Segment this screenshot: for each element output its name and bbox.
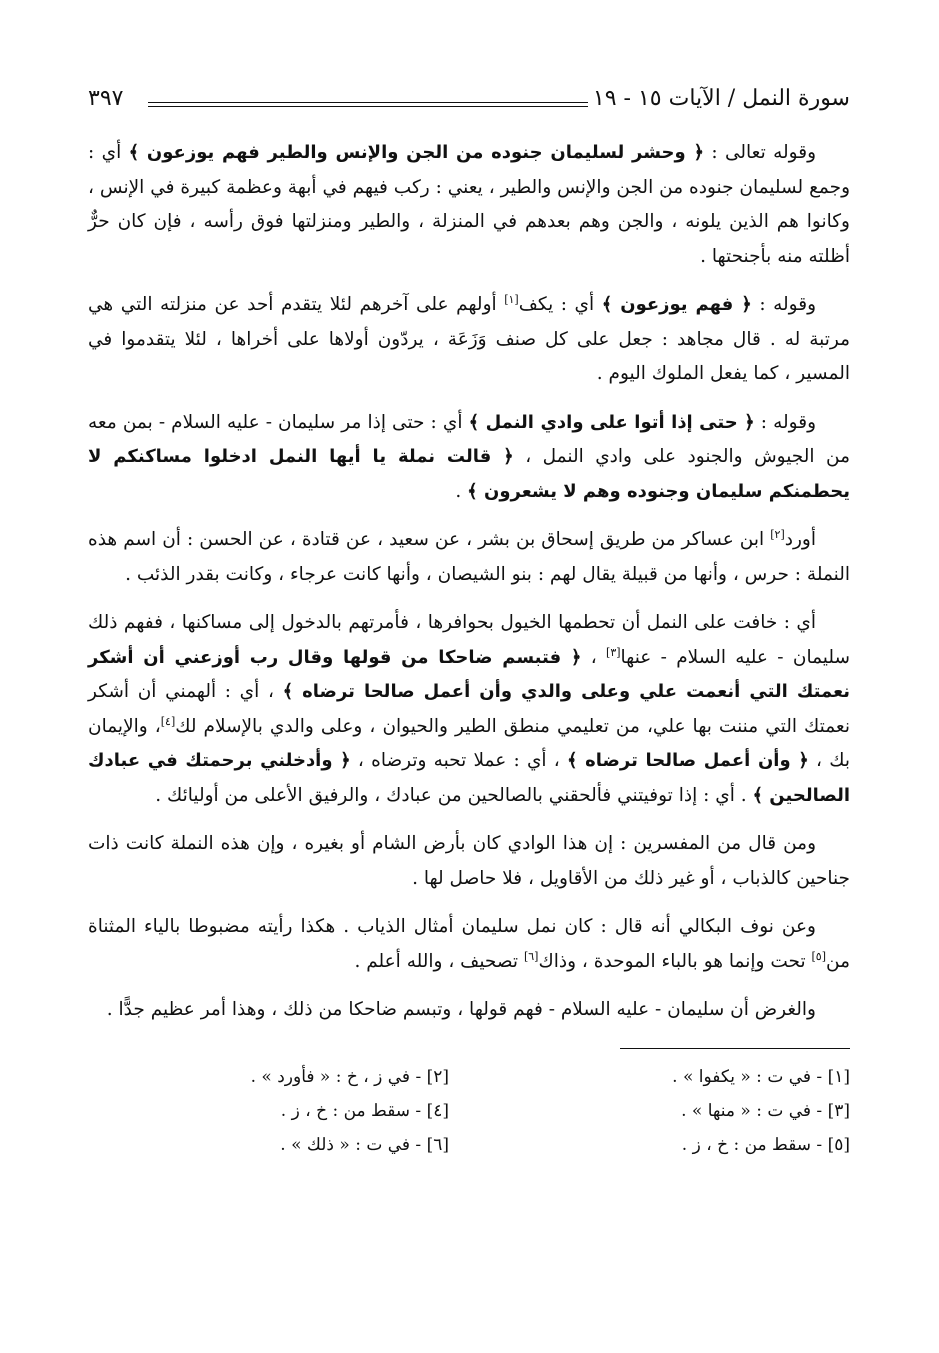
running-header (88, 82, 850, 122)
footnotes (88, 1063, 850, 1159)
quran-quote: ﴿ وحشر لسليمان جنوده من الجن والإنس والطير فهم يوزعون ﴾ (128, 142, 705, 163)
text-run: أي : حتى إذا مر سليمان - عليه السلام - بمن معه من الجيوش والجنود على وادي النمل ، (88, 411, 850, 467)
footnote: [٢] - في ز ، خ : « فأورد » . (250, 1066, 449, 1087)
paragraph (88, 406, 850, 510)
paragraph (88, 136, 850, 274)
footnote-ref: [٣] (606, 645, 621, 659)
quran-quote: ﴿ قالت نملة يا أيها النمل ادخلوا مساكنكم لا يحطمنكم سليمان وجنوده وهم لا يشعرون ﴾ (88, 446, 850, 502)
text-run: ابن عساكر من طريق إسحاق بن بشر ، عن سعيد ، عن قتادة ، عن الحسن : أن اسم هذه النملة : حرس ، وأنها من قبيلة يقال لهم : بنو الشيصان ، وأنها كانت عرجاء ، وكانت بقدر الذئب . (88, 529, 850, 585)
text-run: ، والإيمان بك ، (88, 715, 850, 771)
text-run: والغرض أن سليمان - عليه السلام - فهم قولها ، وتبسم ضاحكا من ذلك ، وهذا أمر عظيم جدًّا . (106, 999, 816, 1020)
paragraph (88, 606, 850, 813)
paragraph (88, 993, 850, 1028)
text-run: وقوله تعالى : (704, 142, 817, 163)
body-text (88, 136, 850, 1028)
footnote: [١] - في ت : « يكفوا » . (672, 1066, 850, 1087)
footnote-ref: [٢] (770, 527, 785, 541)
footnote-separator (620, 1048, 850, 1049)
footnote: [٦] - في ت : « ذلك » . (280, 1134, 449, 1155)
paragraph (88, 288, 850, 392)
text-run: ومن قال من المفسرين : إن هذا الوادي كان بأرض الشام أو بغيره ، وإن هذه النملة كانت ذات جناحين كالذباب ، أو غير ذلك من الأقاويل ، فلا حاصل لها . (88, 833, 850, 889)
footnote-ref: [٥] (811, 949, 826, 963)
footnote-ref: [٤] (160, 714, 176, 728)
paragraph (88, 827, 850, 896)
chapter-title: سورة النمل / الآيات ١٥ - ١٩ (592, 86, 850, 111)
text-run: ، أي : عملا تحبه وترضاه ، (350, 750, 567, 771)
text-run: وعن نوف البكالي أنه قال : كان نمل سليمان أمثال الذياب . هكذا رأيته مضبوطا بالياء المثناة من (88, 916, 850, 972)
text-run: . (455, 480, 468, 502)
footnote: [٤] - سقط من : خ ، ز . (280, 1100, 449, 1121)
header-rule (148, 102, 588, 107)
text-run: تحت وإنما هو بالباء الموحدة ، وذاك (538, 950, 812, 972)
text-run: أولهم على آخرهم لئلا يتقدم أحد عن منزلته التي هي مرتبة له . قال مجاهد : جعل على كل صنف وَزَعَة ، يردّون أولاها على أخراها ، لئلا يتقدموا في المسير ، كما يفعل الملوك اليوم . (88, 294, 850, 384)
footnote: [٣] - في ت : « منها » . (681, 1100, 850, 1121)
paragraph (88, 910, 850, 979)
text-run: . أي : إذا توفيتني فألحقني بالصالحين من عبادك ، والرفيق الأعلى من أوليائك . (155, 784, 753, 806)
text-run: تصحيف ، والله أعلم . (354, 950, 524, 972)
quran-quote: ﴿ وأدخلني برحمتك في عبادك الصالحين ﴾ (88, 750, 850, 806)
text-run: أي : يكف (518, 294, 602, 315)
paragraph (88, 523, 850, 592)
quran-quote: ﴿ فهم يوزعون ﴾ (601, 294, 752, 315)
page (88, 82, 850, 1159)
quran-quote: ﴿ حتى إذا أتوا على وادي النمل ﴾ (468, 411, 755, 433)
footnote-ref: [١] (504, 292, 519, 306)
page-number: ٣٩٧ (88, 86, 124, 111)
text-run: أي : خافت على النمل أن تحطمها الخيول بحوافرها ، فأمرتهم بالدخول إلى مساكنها ، ففهم ذلك سليمان - عليه السلام - عنها (88, 612, 850, 668)
footnote: [٥] - سقط من : خ ، ز . (681, 1134, 850, 1155)
text-run: وقوله : (754, 411, 817, 433)
text-run: ، أي : ألهمني أن أشكر نعمتك التي مننت بها علي، من تعليمي منطق الطير والحيوان ، وعلى والدي بالإسلام لك (88, 681, 850, 737)
text-run: ، (581, 646, 607, 668)
text-run: وقوله : (751, 294, 817, 315)
text-run: أي : وجمع لسليمان جنوده من الجن والإنس والطير ، يعني : ركب فيهم في أبهة وعظمة كبيرة في الإنس ، وكانوا هم الذين يلونه ، والجن وهم بعدهم في المنزلة ، والطير ومنزلتها فوق رأسه ، فإن كان حرٌّ أظلته منه بأجنحتها . (88, 142, 850, 267)
quran-quote: ﴿ فتبسم ضاحكا من قولها وقال رب أوزعني أن أشكر نعمتك التي أنعمت علي وعلى والدي وأن أعمل صالحا ترضاه ﴾ (88, 646, 850, 702)
quran-quote: ﴿ وأن أعمل صالحا ترضاه ﴾ (566, 750, 809, 771)
footnote-ref: [٦] (523, 949, 539, 963)
text-run: أورد (784, 529, 816, 550)
